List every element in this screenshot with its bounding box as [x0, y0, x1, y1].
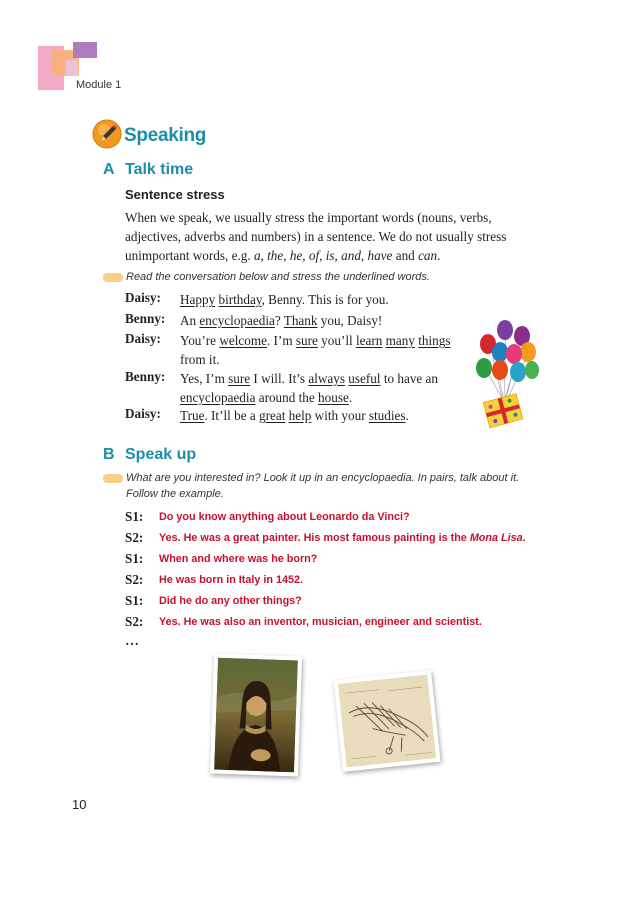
section-b-letter: B: [103, 446, 115, 463]
stressed-word: sure: [295, 333, 318, 348]
dialogue-text: .: [405, 408, 409, 423]
dialogue-text: you, Daisy!: [317, 313, 383, 328]
dialogue-text: You’re: [180, 333, 220, 348]
stressed-word: encyclopaedia: [180, 390, 256, 405]
dialogue-text: I will. It’s: [250, 371, 309, 386]
dialogue-text: Yes, I’m: [180, 371, 229, 386]
page-number: 10: [72, 797, 87, 812]
dialogue-text: , Benny. This is for you.: [261, 292, 389, 307]
stressed-word: studies: [368, 408, 406, 423]
dialogue-text: around the: [255, 390, 319, 405]
dialogue-text: to have an: [380, 371, 439, 386]
instruction-b: What are you interested in? Look it up in an encyclopaedia. In pairs, talk about it. Follow the example.: [126, 472, 520, 500]
dialogue-line: [180, 290, 389, 309]
dialogue-text: An: [180, 313, 200, 328]
dialogue-text: from it.: [180, 352, 220, 367]
example-speaker: S1:: [125, 551, 144, 566]
section-a-title: Talk time: [125, 161, 194, 178]
stressed-word: welcome: [219, 333, 267, 348]
dialogue-line: [180, 406, 409, 425]
dialogue-speaker: Daisy:: [125, 406, 161, 421]
stressed-word: True: [180, 408, 205, 423]
stressed-word: things: [418, 333, 451, 348]
example-speaker: S2:: [125, 614, 144, 629]
ellipsis: …: [125, 634, 139, 649]
stress-paragraph: [125, 208, 545, 265]
dialogue-text: .: [348, 390, 353, 405]
paragraph-line-3: unimportant words, e.g. a, the, he, of, is, and, have and can.: [125, 248, 441, 263]
example-line: Yes. He was a great painter. His most famous painting is the Mona Lisa.: [159, 532, 526, 544]
dialogue-text: . It’ll be a: [204, 408, 259, 423]
dialogue-text: with your: [311, 408, 369, 423]
stressed-word: useful: [348, 371, 381, 386]
dialogue-speaker: Daisy:: [125, 331, 161, 346]
section-b-title: Speak up: [125, 446, 197, 463]
dialogue-speaker: Benny:: [125, 369, 166, 384]
module-label: Module 1: [76, 79, 122, 91]
example-line: Yes. He was also an inventor, musician, engineer and scientist.: [159, 616, 482, 628]
stressed-word: help: [288, 408, 312, 423]
example-line: Did he do any other things?: [159, 595, 302, 607]
section-a-letter: A: [103, 161, 115, 178]
example-line: He was born in Italy in 1452.: [159, 574, 304, 586]
stressed-word: great: [259, 408, 286, 423]
stressed-word: birthday: [218, 292, 262, 307]
example-speaker: S2:: [125, 572, 144, 587]
example-speaker: S2:: [125, 530, 144, 545]
example-speaker: S1:: [125, 593, 144, 608]
instruction-tag-a: [103, 273, 123, 282]
stressed-word: always: [308, 371, 345, 386]
stressed-word: Thank: [283, 313, 318, 328]
speaking-title: Speaking: [124, 125, 207, 146]
stressed-word: learn: [355, 333, 383, 348]
instruction-a: Read the conversation below and stress the underlined words.: [126, 271, 430, 283]
stressed-word: encyclopaedia: [199, 313, 275, 328]
stressed-word: house: [318, 390, 349, 405]
dialogue-text: ?: [274, 313, 284, 328]
dialogue-speaker: Daisy:: [125, 290, 161, 305]
dialogue-line: [180, 311, 382, 330]
instruction-tag-b: [103, 474, 123, 483]
stressed-word: Happy: [180, 292, 216, 307]
example-line: Do you know anything about Leonardo da Vinci?: [159, 511, 410, 523]
mona-lisa-photo: [210, 654, 302, 777]
dialogue-text: you’ll: [317, 333, 356, 348]
pencil-icon: [92, 119, 122, 149]
flying-machine-sketch-photo: [333, 670, 440, 772]
stressed-word: sure: [228, 371, 251, 386]
paragraph-line-2: adjectives, adverbs and numbers) in a sentence. We do not usually stress: [125, 229, 507, 244]
stressed-word: many: [385, 333, 415, 348]
balloons-with-gift-image: [472, 316, 542, 436]
dialogue-line: [180, 369, 438, 407]
example-speaker: S1:: [125, 509, 144, 524]
dialogue-text: . I’m: [266, 333, 296, 348]
example-line: When and where was he born?: [159, 553, 318, 565]
dialogue-line: [180, 331, 450, 369]
dialogue-speaker: Benny:: [125, 311, 166, 326]
sentence-stress-heading: Sentence stress: [125, 187, 225, 202]
paragraph-line-1: When we speak, we usually stress the important words (nouns, verbs,: [125, 210, 492, 225]
